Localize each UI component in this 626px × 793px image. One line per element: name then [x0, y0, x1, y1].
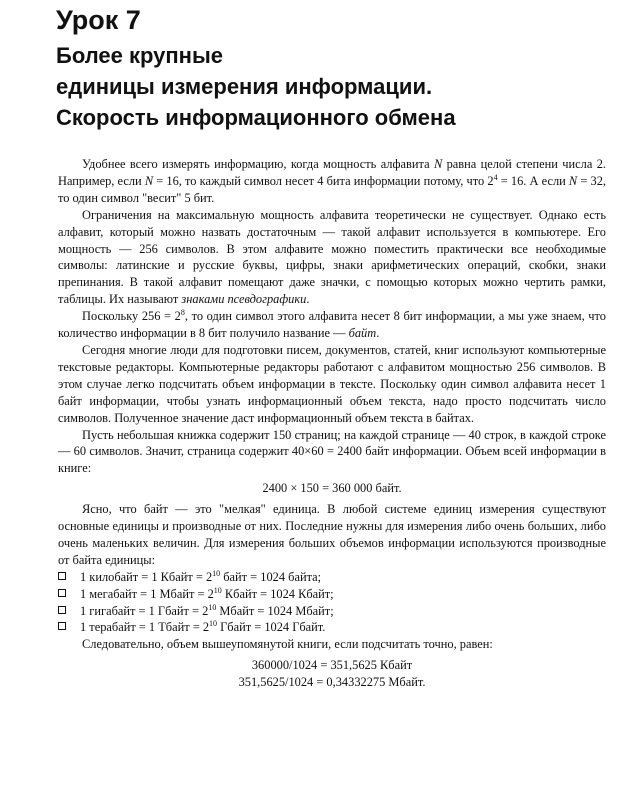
paragraph-text-editors: Сегодня многие люди для подготовки писем, документов, статей, книг используют компьютерные текстовые редакторы. Компьютерные редакторы работают с алфавитом мощностью 256 символов. В этом случае легко подсчитать объем информации в тексте. Поскольку один символ алфавита несет 1 байт информации, чтобы узнать информационный объем текста, надо просто подсчитать число символов. Полученное значение даст информационный объем текста в байтах. [58, 342, 606, 425]
checkbox-bullet-icon [58, 622, 66, 630]
paragraph-power-of-two: Удобнее всего измерять информацию, когда мощность алфавита N равна целой степени числа 2. Например, если N = 16, то каждый символ несет 4 бита информации потому, что $2^4 = 16$. А если N = 32, то один символ "весит" 5 бит. [58, 157, 606, 205]
pseudographics-term: знаками псевдографики [181, 292, 307, 307]
conversion-calculation [58, 657, 606, 691]
paragraph-book-example: Пусть небольшая книжка содержит 150 страниц; на каждой странице — 40 строк, в каждой строке — 60 символов. Значит, страница содержит 40×60 = 2400 байт информации. Объем всей информации в книге: [58, 427, 606, 476]
lesson-body [58, 156, 606, 691]
title-line: Скорость информационного обмена [56, 105, 456, 130]
calc-line: 360000/1024 = 351,5625 Кбайт [251, 658, 413, 673]
checkbox-bullet-icon [58, 589, 66, 597]
byte-term: байт [348, 326, 377, 341]
title-line: единицы измерения информации. [56, 74, 433, 99]
title-line: Более крупные [56, 43, 223, 68]
checkbox-bullet-icon [58, 572, 66, 580]
list-item: 1 терабайт = 1 Тбайт = $2^{10}$ Гбайт = 1024 Гбайт. [58, 619, 606, 636]
list-item: 1 гигабайт = 1 Гбайт = $2^{10}$ Мбайт = 1024 Мбайт; [58, 603, 606, 620]
book-volume-formula: 2400 × 150 = 360 000 байт. [262, 481, 402, 496]
list-item: 1 мегабайт = 1 Мбайт = $2^{10}$ Кбайт = 1024 Кбайт; [58, 586, 606, 603]
lesson-number: Урок 7 [56, 5, 141, 35]
units-list [58, 569, 606, 637]
checkbox-bullet-icon [58, 606, 66, 614]
paragraph-alphabet-limit: Ограничения на максимальную мощность алфавита теоретически не существует. Однако есть алфавит, который можно назвать достаточным — такой алфавит используется в компьютере. Его мощность — 256 символов. В этом алфавите можно поместить практически все необходимые символы: латинские и русские буквы, цифры, знаки арифметических операций, скобки, знаки препинания. В такой алфавит помещают даже значки, с помощью которых можно чертить рамки, таблицы. Их называют знаками псевдографики. [58, 207, 606, 307]
lesson-title [56, 40, 456, 133]
calc-line: 351,5625/1024 = 0,34332275 Мбайт. [238, 675, 426, 690]
list-item: 1 килобайт = 1 Кбайт = $2^{10}$ байт = 1024 байта; [58, 569, 606, 586]
paragraph-derived-units: Ясно, что байт — это "мелкая" единица. В любой системе единиц измерения существуют основные единицы и производные от них. Последние нужны для измерения либо очень больших, либо очень маленьких величин. Для измерения больших объемов информации используются производные от байта единицы: [58, 502, 606, 567]
paragraph-byte-definition: Поскольку $256 = 2^8$, то один символ этого алфавита несет 8 бит информации, а мы уже знаем, что количество информации в 8 бит получило название — байт. [58, 308, 606, 341]
paragraph-conclusion: Следовательно, объем вышеупомянутой книги, если подсчитать точно, равен: [82, 637, 493, 652]
